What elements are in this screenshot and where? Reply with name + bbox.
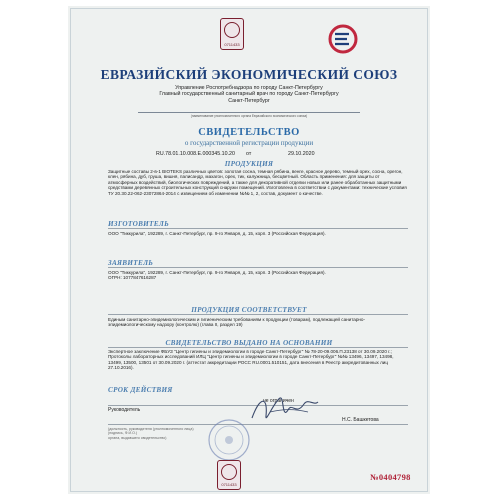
caption-line: (должность, руководителя (уполномоченного лица) [108, 427, 194, 431]
hologram-ring-icon [224, 22, 240, 38]
product-heading: ПРОДУКЦИЯ [224, 160, 274, 168]
union-title: ЕВРАЗИЙСКИЙ ЭКОНОМИЧЕСКИЙ СОЮЗ [100, 67, 398, 82]
hologram-stamp-bottom [217, 460, 241, 490]
manufacturer-details: ООО "Тиккурила", 192289, г. Санкт-Петербург, пр. 9-го Января, д. 15, корп. 3 (Российская Федерация). [108, 231, 326, 236]
document-subtitle: о государственной регистрации продукции [184, 139, 314, 147]
registration-number: RU.78.01.10.008.E.000345.10.20 [156, 151, 235, 157]
basis-details: Экспертное заключение ФБУЗ "Центр гигиены и эпидемиологии в городе Санкт-Петербург" № 78-20-09.006.П.23138 от 30.09.2020 г.; Протоколы лабораторных исследований ИЛЦ "Центр гигиены и эпидемиологии в городе Санкт-Петербург" №№ 13496, 13497, 13498, 13499, 13500, 13501 от 30.09.2020 г. (аттестат аккредитации РОСС RU.0001.510151, дата внесения в Реестр аккредитованных лиц 27.10.2016). [108, 349, 394, 371]
serial-number: №0404798 [370, 472, 411, 482]
authority-caption: (наименование уполномоченного органа Евразийского экономического союза) [138, 112, 360, 118]
official-seal-icon [207, 418, 251, 462]
signatory-role: Руководитель [108, 407, 141, 413]
validity-value: не ограничен [263, 398, 294, 404]
basis-heading: СВИДЕТЕЛЬСТВО ВЫДАНО НА ОСНОВАНИИ [165, 339, 333, 347]
section-divider [108, 347, 408, 348]
bottom-stamp-number: 0711433 [221, 482, 237, 487]
signature-line [108, 424, 408, 425]
eaeu-emblem-icon [326, 24, 360, 54]
authority-line: Управление Роспотребнадзора по городу Санкт-Петербургу [175, 85, 323, 91]
hologram-stamp-top [220, 18, 244, 50]
compliance-heading: ПРОДУКЦИЯ СООТВЕТСТВУЕТ [191, 306, 307, 314]
top-stamp-number: 0711433 [224, 42, 240, 47]
signatory-name: Н.С. Башкетова [342, 417, 379, 423]
compliance-details: Единым санитарно-эпидемиологическим и гигиеническим требованиям к продукции (товарам), подлежащей санитарно-эпидемиологическому надзору (контролю) (глава II, раздел 19) [108, 317, 366, 328]
authority-line: Главный государственный санитарный врач по городу Санкт-Петербургу [159, 91, 339, 98]
applicant-details [108, 270, 408, 281]
section-divider [108, 267, 408, 268]
date-label: от [246, 151, 252, 157]
manufacturer-heading: ИЗГОТОВИТЕЛЬ [108, 220, 169, 228]
section-divider [108, 314, 408, 315]
certificate-page [68, 6, 430, 494]
caption-line: (подпись, Ф.И.О.) [108, 431, 138, 436]
authority-line: Санкт-Петербург [228, 97, 270, 104]
applicant-heading: ЗАЯВИТЕЛЬ [108, 259, 154, 267]
applicant-address: ООО "Тиккурила", 192289, г. Санкт-Петербург, пр. 9-го Января, д. 15, корп. 3 (Российская Федерация). [108, 270, 326, 275]
section-divider [108, 228, 408, 229]
issuing-authority [108, 85, 390, 104]
document-title: СВИДЕТЕЛЬСТВО [198, 127, 300, 138]
applicant-ogrn: ОГРН: 1077847616287 [108, 275, 157, 281]
caption-line: органа, выдавшего свидетельство) [108, 435, 167, 440]
registration-date: 29.10.2020 [288, 151, 315, 157]
product-description: Защитные составы 2-в-1 BIOTEKS различных цветов: золотая сосна, темная рябина, венге, красное дерево, темный орех, сосна, орегон, клен, рябина, дуб, груша, вишня, палисандр, махагон, орех, тик, калужница, бесцветный. Область применения: для защиты от атмосферных воздействий, биологических повреждений, а также для декоративной отделки новых или ранее обработанных защитными средствами деревянных строительных конструкций снаружи помещений. Изготовлена в соответствии с документами: технические условия ТУ 20.30.22-062-23072864-2014 с извещением об изменении №№ 1, 2, состав, документ о качестве. [108, 169, 407, 196]
validity-heading: СРОК ДЕЙСТВИЯ [108, 386, 173, 394]
handwritten-signature [248, 390, 320, 428]
hologram-ring-icon [221, 464, 237, 480]
